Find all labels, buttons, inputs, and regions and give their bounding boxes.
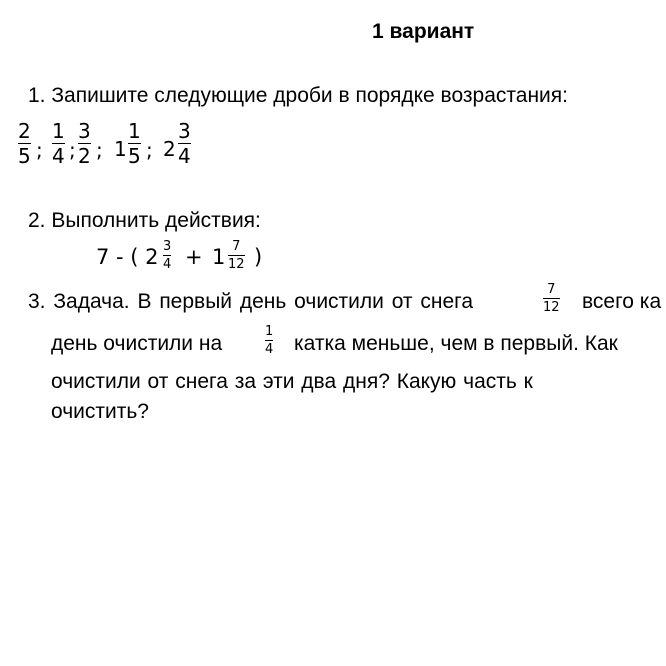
- task3-line1: 3. Задача. В первый день очистили от снега: [28, 290, 474, 313]
- closing-paren: ): [254, 245, 263, 269]
- fraction-3-4: 3 4: [163, 239, 172, 272]
- fraction-7-12: 7 12: [228, 239, 245, 272]
- separator: ;: [69, 138, 76, 162]
- fraction-1-5: 1 5: [128, 119, 141, 168]
- fraction-3-4: 3 4: [178, 119, 191, 168]
- task1-text: 1. Запишите следующие дроби в порядке возрастания:: [28, 84, 568, 107]
- mixed-whole-2: 2: [163, 137, 176, 161]
- fraction-1-4: 1 4: [52, 119, 65, 168]
- plus-sign: +: [185, 245, 203, 269]
- separator: ;: [96, 138, 103, 162]
- separator: ;: [36, 138, 43, 162]
- separator: ;: [146, 138, 153, 162]
- task3-line2-end: катка меньше, чем в первый. Как: [294, 332, 618, 355]
- mixed-whole-1: 1: [114, 137, 127, 161]
- task3-line1-end: всего ка: [582, 290, 662, 313]
- fraction-7-12: 7 12: [543, 282, 560, 315]
- fraction-2-5: 2 5: [18, 119, 31, 168]
- task3-line4: очистить?: [51, 400, 149, 423]
- fraction-3-2: 3 2: [78, 119, 91, 168]
- task3-line3: очистили от снега за эти два дня? Какую часть к: [51, 370, 533, 393]
- expression-start: 7 - ( 2: [96, 245, 159, 269]
- task2-text: 2. Выполнить действия:: [28, 209, 261, 232]
- fraction-1-4: 1 4: [265, 324, 274, 357]
- task3-line2: день очистили на: [51, 332, 223, 355]
- variant-title: 1 вариант: [372, 20, 475, 43]
- mixed-whole: 1: [212, 245, 226, 269]
